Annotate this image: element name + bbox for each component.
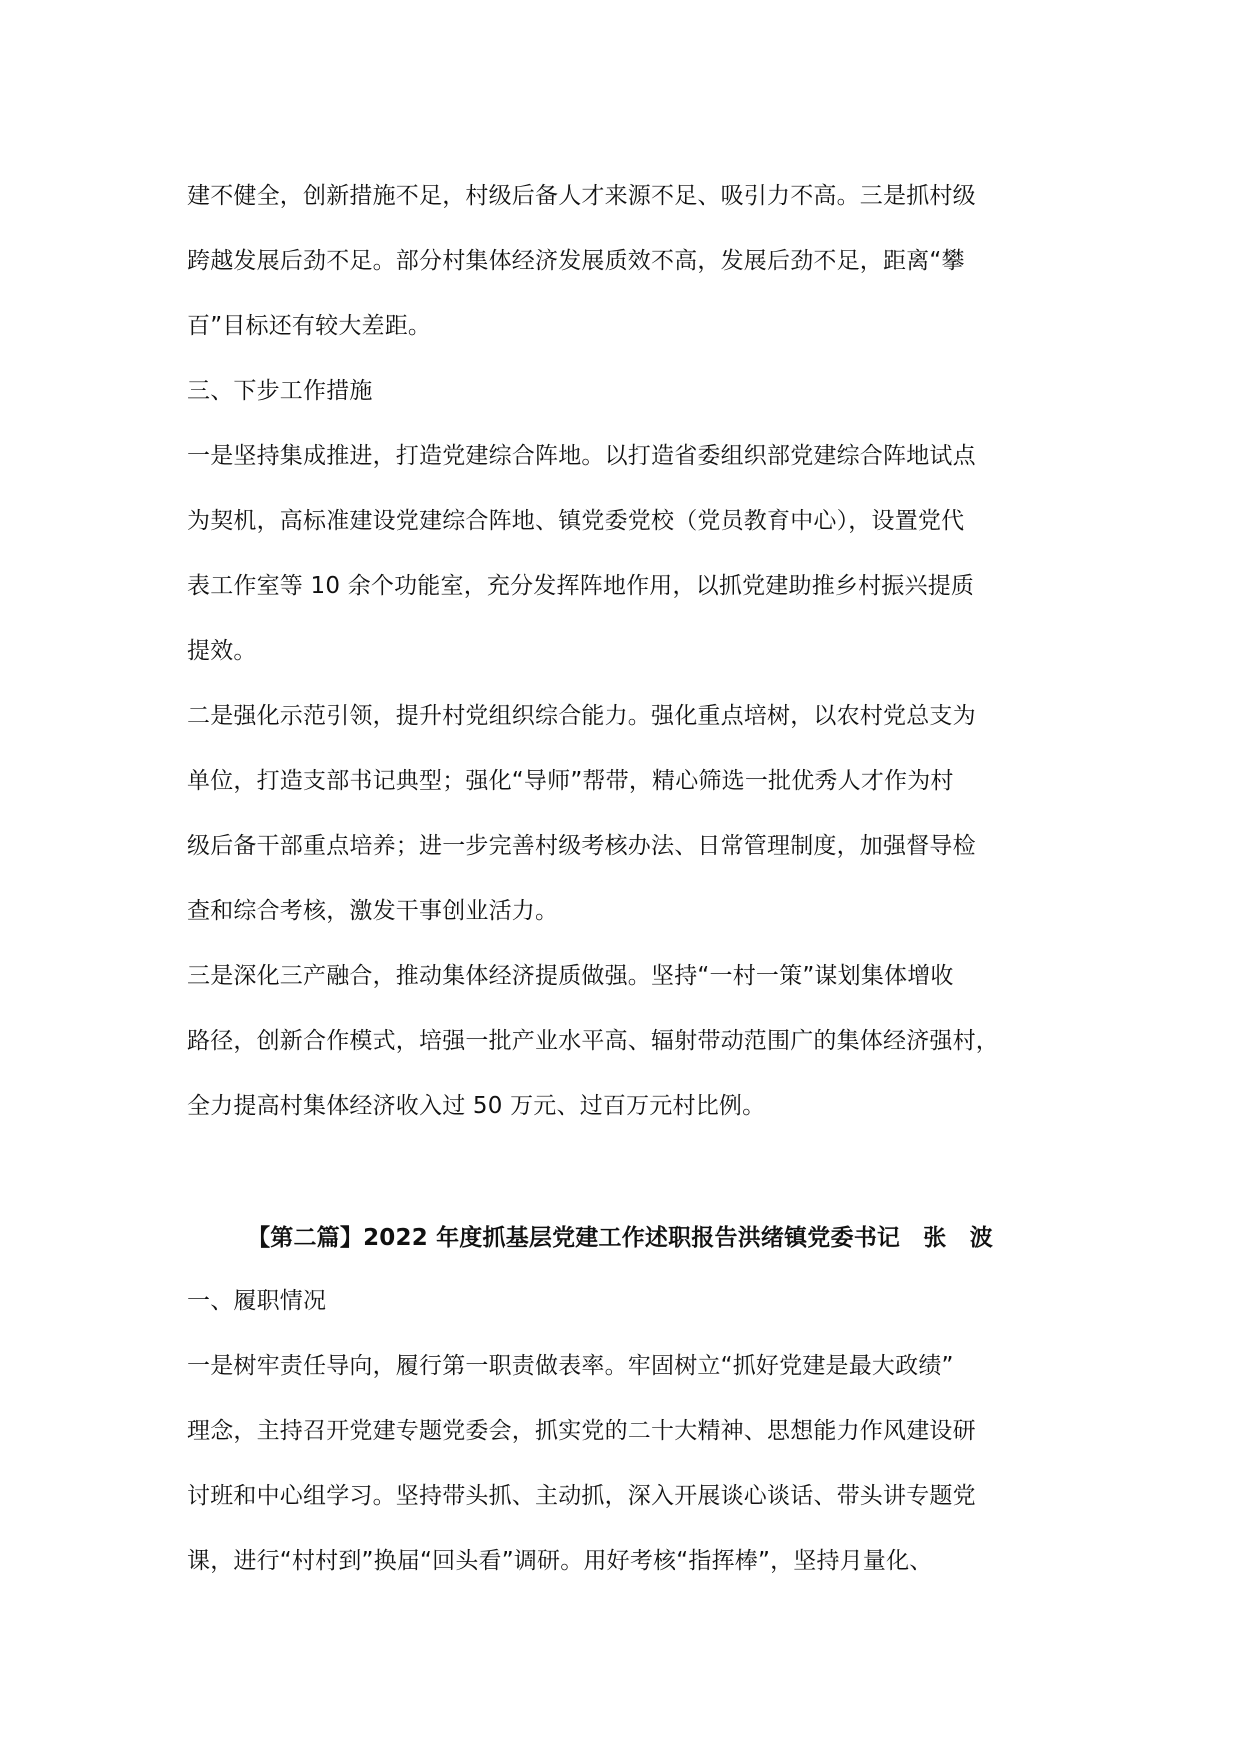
text-line: 为契机，高标准建设党建综合阵地、镇党委党校（党员教育中心），设置党代 bbox=[187, 508, 965, 534]
text-line: 二是强化示范引领，提升村党组织综合能力。强化重点培树，以农村党总支为 bbox=[187, 703, 976, 729]
text-line: 查和综合考核，激发干事创业活力。 bbox=[187, 898, 559, 924]
section-heading: 一、履职情况 bbox=[187, 1288, 327, 1314]
text-line: 建不健全，创新措施不足，村级后备人才来源不足、吸引力不高。三是抓村级 bbox=[187, 183, 976, 209]
text-line: 路径，创新合作模式，培强一批产业水平高、辐射带动范围广的集体经济强村， bbox=[187, 1028, 999, 1054]
text-line: 级后备干部重点培养；进一步完善村级考核办法、日常管理制度，加强督导检 bbox=[187, 833, 976, 859]
text-line: 百”目标还有较大差距。 bbox=[187, 313, 432, 339]
text-line: 表工作室等 10 余个功能室，充分发挥阵地作用，以抓党建助推乡村振兴提质 bbox=[187, 573, 975, 599]
text-line: 跨越发展后劲不足。部分村集体经济发展质效不高，发展后劲不足，距离“攀 bbox=[187, 248, 965, 274]
text-line: 提效。 bbox=[187, 638, 257, 664]
text-line: 理念，主持召开党建专题党委会，抓实党的二十大精神、思想能力作风建设研 bbox=[187, 1418, 976, 1444]
text-line: 讨班和中心组学习。坚持带头抓、主动抓，深入开展谈心谈话、带头讲专题党 bbox=[187, 1483, 976, 1509]
text-line: 课，进行“村村到”换届“回头看”调研。用好考核“指挥棒”，坚持月量化、 bbox=[187, 1548, 933, 1574]
section-heading: 三、下步工作措施 bbox=[187, 378, 373, 404]
article-title: 【第二篇】2022 年度抓基层党建工作述职报告洪绪镇党委书记 张 波 bbox=[247, 1225, 993, 1251]
text-line: 一是树牢责任导向，履行第一职责做表率。牢固树立“抓好党建是最大政绩” bbox=[187, 1353, 954, 1379]
text-line: 三是深化三产融合，推动集体经济提质做强。坚持“一村一策”谋划集体增收 bbox=[187, 963, 954, 989]
text-line: 单位，打造支部书记典型；强化“导师”帮带，精心筛选一批优秀人才作为村 bbox=[187, 768, 954, 794]
text-line: 全力提高村集体经济收入过 50 万元、过百万元村比例。 bbox=[187, 1093, 766, 1119]
text-line: 一是坚持集成推进，打造党建综合阵地。以打造省委组织部党建综合阵地试点 bbox=[187, 443, 976, 469]
